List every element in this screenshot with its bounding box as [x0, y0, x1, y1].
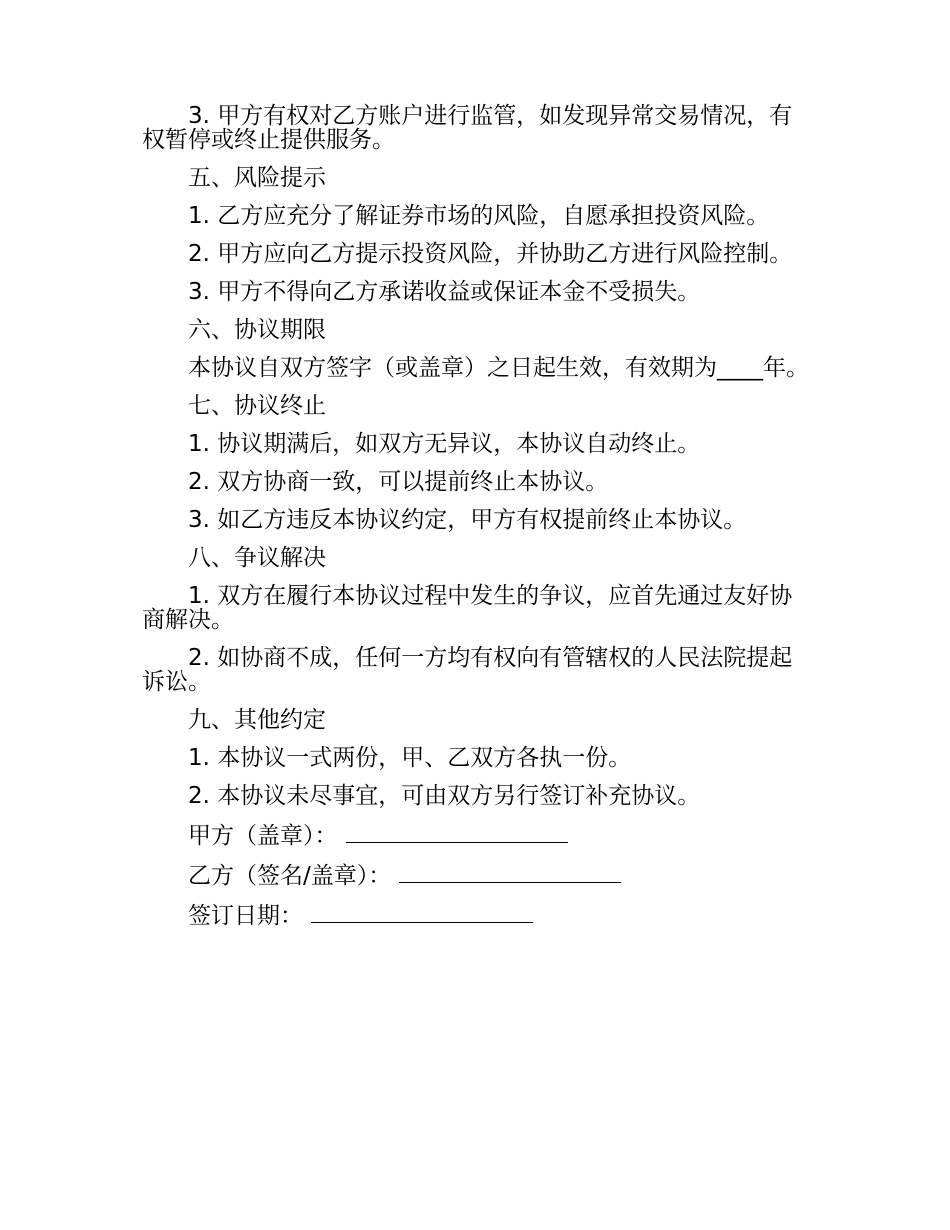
section-heading-termination: 七、协议终止	[188, 393, 326, 419]
section-heading-other: 九、其他约定	[188, 707, 326, 733]
document-body	[142, 104, 810, 942]
paragraph-risk-1: 1. 乙方应充分了解证券市场的风险，自愿承担投资风险。	[188, 203, 770, 229]
date-blank	[311, 902, 533, 923]
paragraph-termination-1: 1. 协议期满后，如双方无异议，本协议自动终止。	[188, 431, 701, 457]
paragraph-other-1: 1. 本协议一式两份，甲、乙双方各执一份。	[188, 745, 632, 771]
party-b-signature-blank	[399, 862, 621, 883]
signature-party-a	[142, 822, 810, 848]
date-label: 签订日期：	[188, 903, 303, 929]
party-a-signature-blank	[346, 822, 568, 843]
party-b-label: 乙方（签名/盖章）：	[188, 863, 392, 889]
paragraph-other-2: 2. 本协议未尽事宜，可由双方另行签订补充协议。	[188, 783, 701, 809]
party-a-label: 甲方（盖章）：	[188, 823, 338, 849]
paragraph-termination-3: 3. 如乙方违反本协议约定，甲方有权提前终止本协议。	[188, 507, 747, 533]
paragraph-dispute-1: 1. 双方在履行本协议过程中发生的争议，应首先通过友好协商解决。	[142, 583, 793, 633]
section-heading-risk: 五、风险提示	[188, 165, 326, 191]
paragraph-risk-2: 2. 甲方应向乙方提示投资风险，并协助乙方进行风险控制。	[188, 241, 793, 267]
paragraph-supervision: 3. 甲方有权对乙方账户进行监管，如发现异常交易情况，有权暂停或终止提供服务。	[142, 103, 793, 153]
signature-date	[142, 902, 810, 928]
paragraph-termination-2: 2. 双方协商一致，可以提前终止本协议。	[188, 469, 609, 495]
paragraph-dispute-2: 2. 如协商不成，任何一方均有权向有管辖权的人民法院提起诉讼。	[142, 645, 793, 695]
paragraph-term: 本协议自双方签字（或盖章）之日起生效，有效期为____年。	[188, 355, 809, 381]
paragraph-risk-3: 3. 甲方不得向乙方承诺收益或保证本金不受损失。	[188, 279, 701, 305]
section-heading-term: 六、协议期限	[188, 317, 326, 343]
section-heading-dispute: 八、争议解决	[188, 545, 326, 571]
signature-party-b	[142, 862, 810, 888]
